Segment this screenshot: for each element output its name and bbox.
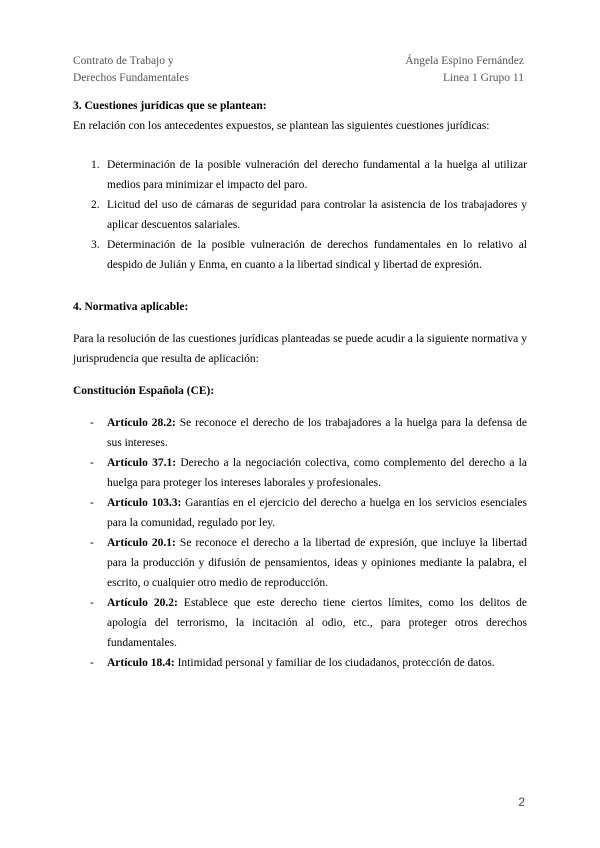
- questions-list: [73, 155, 527, 275]
- list-text: Determinación de la posible vulneración del derecho fundamental a la huelga al utilizar medios para minimizar el impacto del paro.: [107, 159, 527, 191]
- article-label: Artículo 20.2:: [107, 597, 178, 609]
- article-text: Garantías en el ejercicio del derecho a huelga en los servicios esenciales para la comunidad, regulado por ley.: [107, 497, 527, 529]
- article-text: Establece que este derecho tiene ciertos límites, como los delitos de apología del terrorismo, la incitación al odio, etc., para proteger otros derechos fundamentales.: [107, 597, 527, 649]
- header-left: [73, 53, 189, 87]
- list-item: [73, 155, 527, 195]
- section3-heading: 3. Cuestiones jurídicas que se plantean:: [73, 100, 267, 112]
- article-text: Derecho a la negociación colectiva, como complemento del derecho a la huelga para proteger los intereses laborales y profesionales.: [107, 457, 527, 489]
- list-number: 3.: [91, 239, 100, 251]
- article-label: Artículo 28.2:: [107, 417, 176, 429]
- page-number: 2: [518, 795, 525, 809]
- list-dash: -: [90, 597, 94, 609]
- list-item: [73, 413, 527, 453]
- page-body: [73, 96, 527, 673]
- header-group: Linea 1 Grupo 11: [442, 72, 524, 84]
- section4-intro: Para la resolución de las cuestiones jurídicas planteadas se puede acudir a la siguiente normativa y jurisprudencia que resulta de aplicación:: [73, 333, 527, 365]
- article-label: Artículo 20.1:: [107, 537, 176, 549]
- list-dash: -: [90, 457, 94, 469]
- list-number: 1.: [91, 159, 100, 171]
- list-text: Licitud del uso de cámaras de seguridad para controlar la asistencia de los trabajadores y aplicar descuentos salariales.: [107, 199, 527, 231]
- articles-list: [73, 413, 527, 673]
- article-label: Artículo 103.3:: [107, 497, 182, 509]
- list-item: [73, 453, 527, 493]
- list-item: [73, 533, 527, 593]
- article-text: Se reconoce el derecho a la libertad de expresión, que incluye la libertad para la producción y difusión de pensamientos, ideas y opiniones mediante la palabra, el escrito, o cualquier otro medio de reproducción.: [107, 537, 527, 589]
- list-dash: -: [90, 417, 94, 429]
- list-item: [73, 195, 527, 235]
- article-text: Se reconoce el derecho de los trabajadores a la huelga para la defensa de sus intereses.: [107, 417, 527, 449]
- header-course-line1: Contrato de Trabajo y: [73, 55, 174, 67]
- list-dash: -: [90, 497, 94, 509]
- constitution-subheading: Constitución Española (CE):: [73, 385, 215, 397]
- list-item: [73, 493, 527, 533]
- header-author: Ángela Espino Fernández: [405, 55, 524, 67]
- section4-heading: 4. Normativa aplicable:: [73, 301, 189, 313]
- list-item: [73, 653, 527, 673]
- article-label: Artículo 37.1:: [107, 457, 177, 469]
- list-item: [73, 235, 527, 275]
- header-course-line2: Derechos Fundamentales: [73, 72, 189, 84]
- list-number: 2.: [91, 199, 100, 211]
- list-item: [73, 593, 527, 653]
- list-text: Determinación de la posible vulneración de derechos fundamentales en lo relativo al despido de Julián y Enma, en cuanto a la libertad sindical y libertad de expresión.: [107, 239, 527, 271]
- header-right: [405, 53, 524, 87]
- list-dash: -: [90, 537, 94, 549]
- article-text: Intimidad personal y familiar de los ciudadanos, protección de datos.: [174, 657, 495, 669]
- list-dash: -: [90, 657, 94, 669]
- article-label: Artículo 18.4:: [107, 657, 175, 669]
- section3-intro: En relación con los antecedentes expuestos, se plantean las siguientes cuestiones jurídicas:: [73, 120, 490, 132]
